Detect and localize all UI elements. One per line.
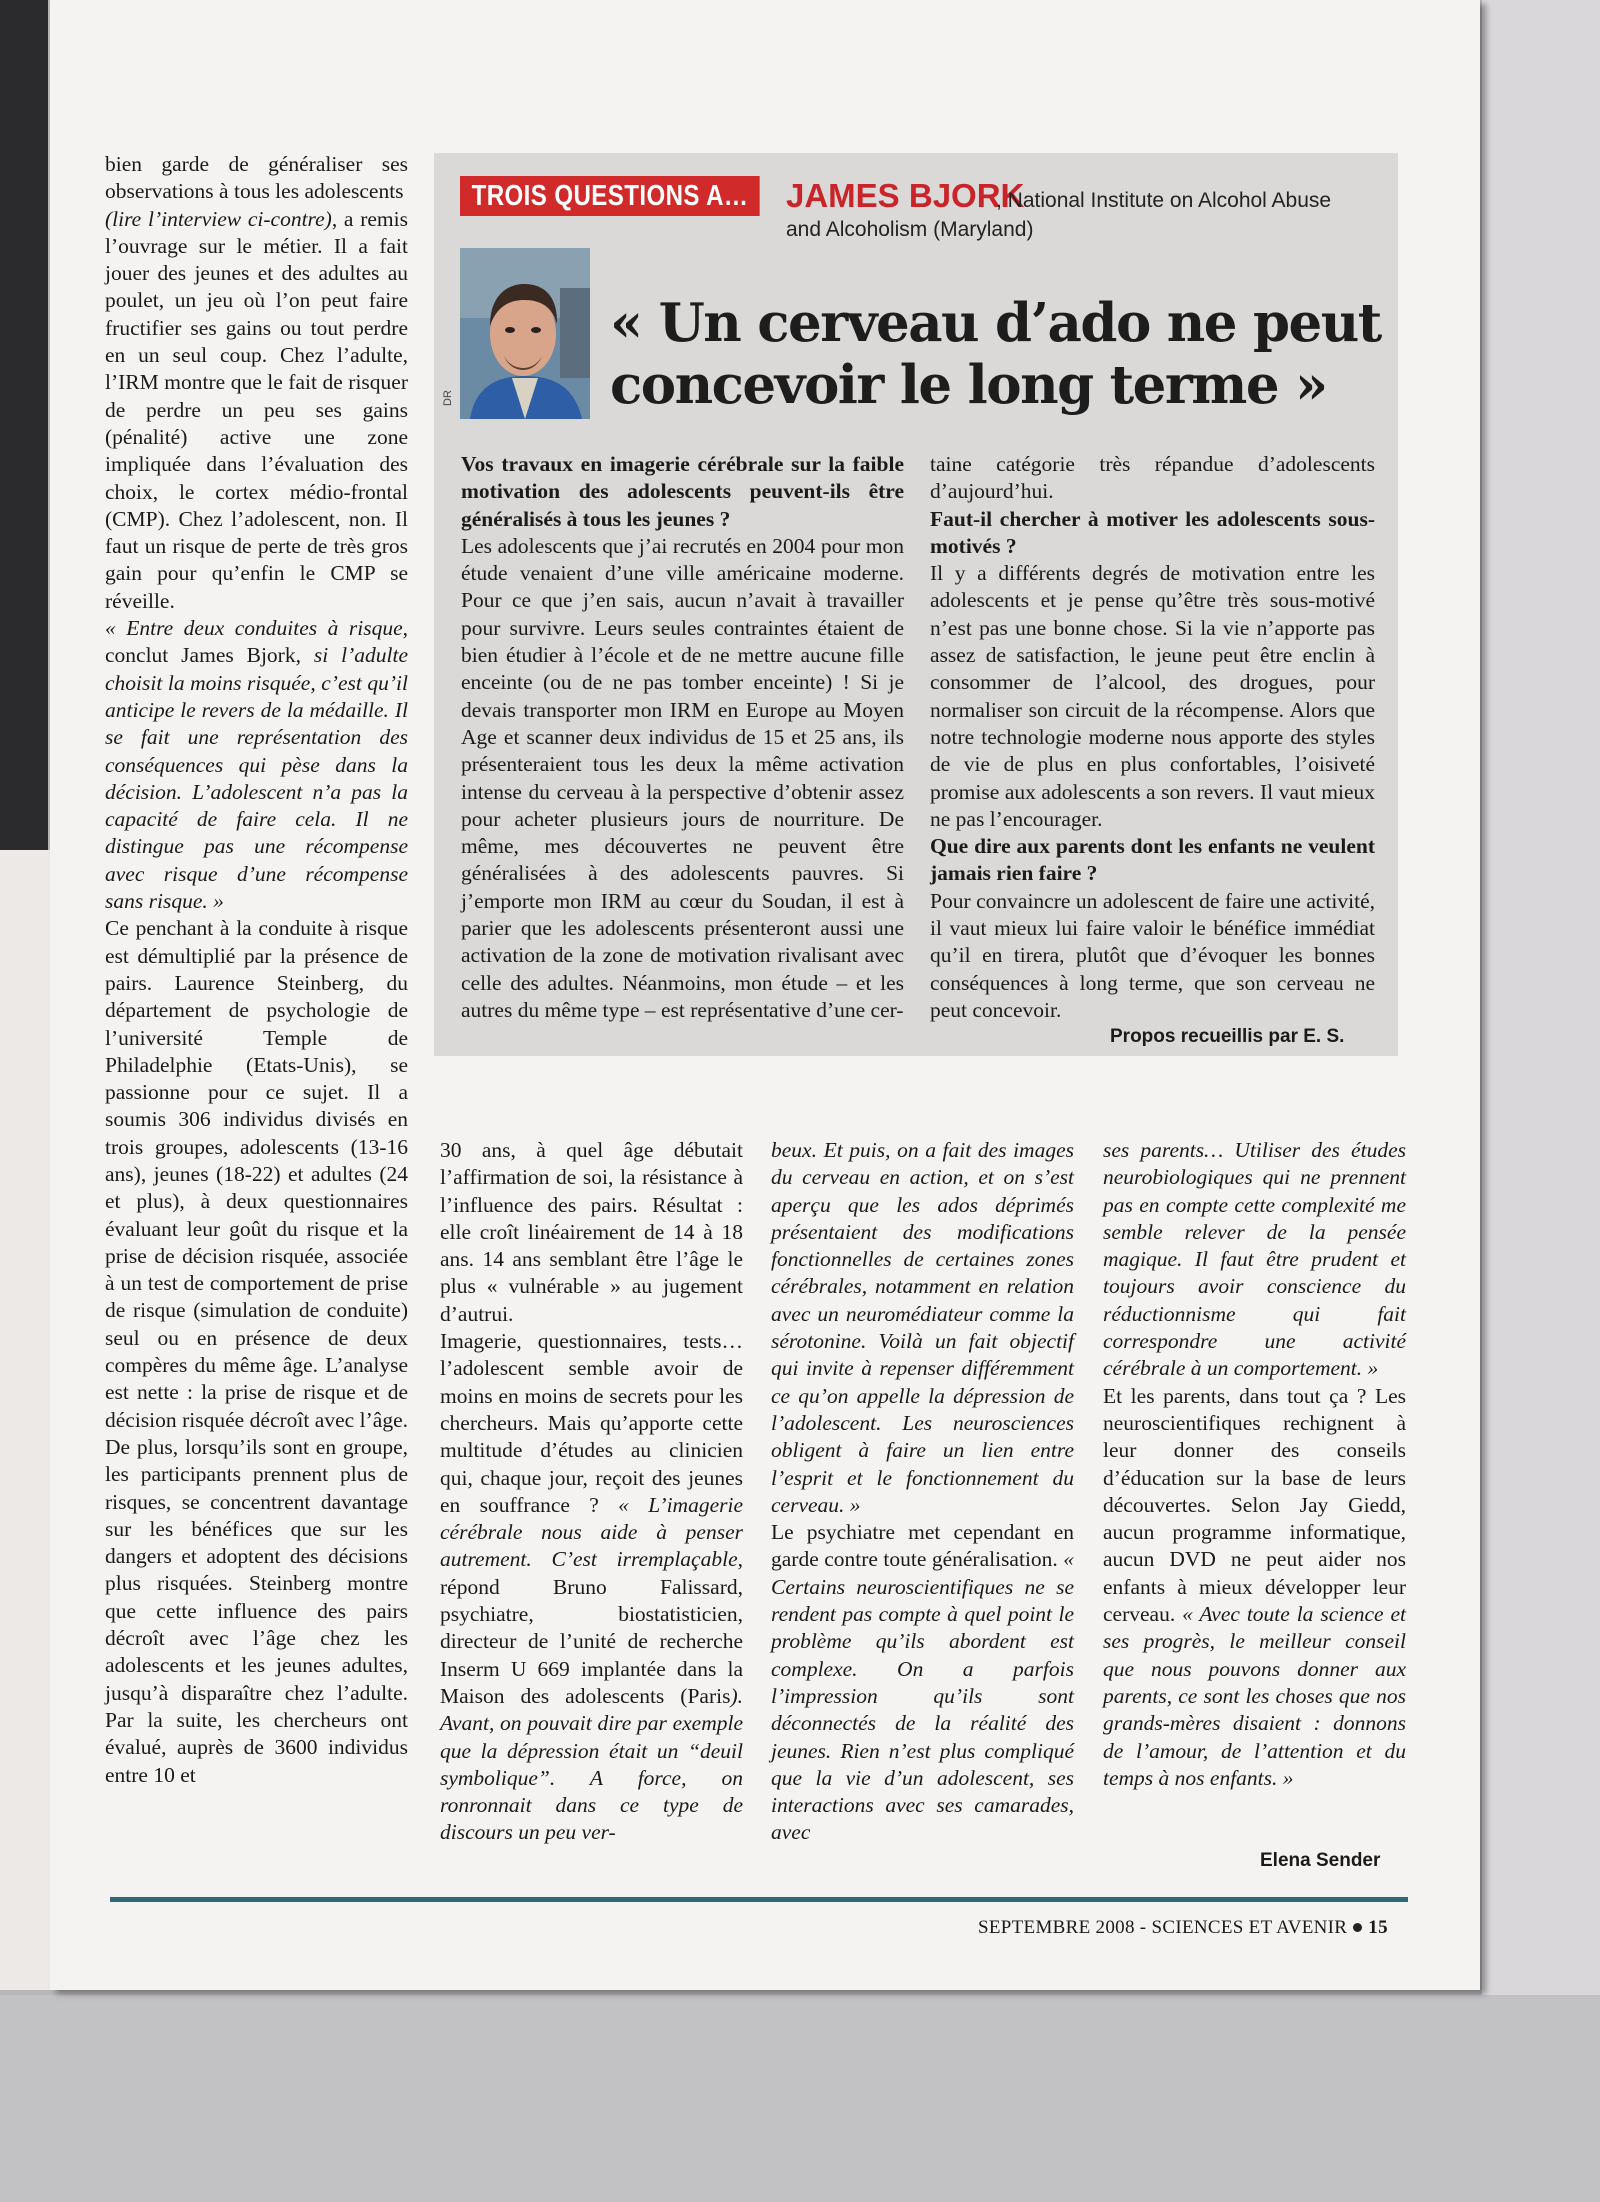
interview-credit: Propos recueillis par E. S. (1110, 1026, 1345, 1047)
paragraph: ses parents… Utiliser des études neurobiologiques qui ne prennent pas en compte cette complexité me semble relever de la pensée magique. Il faut être prudent et toujours avoir conscience du réductionnisme qui fait correspondre une activité cérébrale à un comportement. » (1103, 1138, 1406, 1381)
interviewee-photo (460, 248, 590, 419)
scan-left-dark-edge (0, 0, 48, 870)
interview-column-2 (930, 451, 1375, 1024)
paragraph: Pour convaincre un adolescent de faire une activité, il vaut mieux lui faire valoir le bénéfice immédiat qu’il en tirera, plutôt que d’évoquer les bonnes conséquences à long terme, que son cerveau ne peut concevoir. (930, 888, 1375, 1022)
page-footer (978, 1917, 1388, 1939)
paragraph: Et les parents, dans tout ça ? Les neuroscientifiques rechignent à leur donner des conseils d’éducation sur la base de leurs découvertes. Selon Jay Giedd, aucun programme informatique, aucun DVD ne peut aider nos enfants à mieux développer leur cerveau. « Avec toute la science et ses progrès, le meilleur conseil que nous pouvons donner aux parents, ce sont les choses que nos grands-mères disaient : donnons de l’amour, de l’attention et du temps à nos enfants. » (1103, 1383, 1406, 1790)
paragraph: Le psychiatre met cependant en garde contre toute généralisation. « Certains neuroscientifiques ne se rendent pas compte à quel point le problème qu’ils abordent est complexe. On a parfois l’impression qu’ils sont déconnectés de la réalité des jeunes. Rien n’est plus compliqué que la vie d’un adolescent, ses interactions avec ses camarades, avec (771, 1520, 1074, 1845)
paragraph: bien garde de généraliser ses observations à tous les adolescents (105, 152, 408, 204)
paragraph: 30 ans, à quel âge débutait l’affirmation de soi, la résistance à l’influence des pairs. Résultat : elle croît linéairement de 14 à 18 ans. 14 ans semblant être l’âge le plus « vulnérable » au jugement d’autrui. (440, 1138, 743, 1326)
interview-headline: « Un cerveau d’ado ne peut concevoir le long terme » (610, 292, 1381, 416)
footer-bullet (1353, 1923, 1362, 1932)
paragraph: Il y a différents degrés de motivation entre les adolescents et je pense qu’être très sous-motivé n’est pas une bonne chose. Si la vie n’apporte pas assez de satisfaction, le jeune peut être enclin à consommer de l’alcool, des drogues, pour normaliser son circuit de la récompense. Alors que notre technologie moderne nous apporte des styles de vie de plus en plus confortables, l’oisiveté promise aux adolescents a son revers. Il vaut mieux ne pas l’encourager. (930, 561, 1375, 831)
scan-right-margin (1482, 0, 1600, 1995)
portrait-image (460, 248, 590, 419)
interviewee-affiliation: , National Institute on Alcohol Abuse and Alcoholism (Maryland) (786, 189, 1332, 241)
interview-column-1 (461, 451, 904, 1024)
paragraph: Que dire aux parents dont les enfants ne veulent jamais rien faire ? (930, 834, 1375, 886)
paragraph: Vos travaux en imagerie cérébrale sur la faible motivation des adolescents peuvent-ils être généralisés à tous les jeunes ? (461, 452, 904, 531)
article-column-1 (105, 151, 408, 1789)
footer-rule (110, 1897, 1408, 1902)
article-column-4 (1103, 1137, 1406, 1792)
paragraph: « Entre deux conduites à risque, conclut James Bjork, si l’adulte choisit la moins risquée, c’est qu’il anticipe le revers de la médaille. Il se fait une représentation des conséquences qui pèse dans la décision. L’adolescent n’a pas la capacité de faire cela. Il ne distingue pas une récompense avec risque d’une récompense sans risque. » (105, 616, 408, 914)
paragraph: Ce penchant à la conduite à risque est démultiplié par la présence de pairs. Laurence Steinberg, du département de psychologie de l’université Temple de Philadelphie (Etats-Unis), se passionne pour ce sujet. Il a soumis 306 individus divisés en trois groupes, adolescents (13-16 ans), jeunes (18-22) et adultes (24 et plus), à deux questionnaires évaluant leur goût du risque et la prise de décision risquée, associée à un test de comportement de prise de risque (simulation de conduite) seul ou en présence de deux compères du même âge. L’analyse est nette : la prise de risque et de décision risquée décroît avec l’âge. De plus, lorsqu’ils sont en groupe, les participants prennent plus de risques, se concentrent davantage sur les bénéfices que sur les dangers et adoptent des décisions plus risquées. Steinberg montre que cette influence des pairs décroît avec l’âge chez les adolescents et les jeunes adultes, jusqu’à disparaître chez l’adulte. Par la suite, les chercheurs ont évalué, auprès de 3600 individus entre 10 et (105, 916, 408, 1787)
paragraph: Faut-il chercher à motiver les adolescents sous-motivés ? (930, 506, 1375, 558)
page-number: 15 (1368, 1917, 1388, 1938)
interviewee-name: JAMES BJORK (786, 177, 1025, 214)
paragraph: taine catégorie très répandue d’adolescents d’aujourd’hui. (930, 452, 1375, 504)
paragraph: Imagerie, questionnaires, tests… l’adolescent semble avoir de moins en moins de secrets pour les chercheurs. Mais qu’apporte cette multitude d’études au clinicien qui, chaque jour, reçoit des jeunes en souffrance ? « L’imagerie cérébrale nous aide à penser autrement. C’est irremplaçable, répond Bruno Falissard, psychiatre, biostatisticien, directeur de l’unité de recherche Inserm U 669 implantée dans la Maison des adolescents (Paris). Avant, on pouvait dire par exemple que la dépression était un “deuil symbolique”. A force, on ronronnait dans ce type de discours un peu ver- (440, 1329, 743, 1845)
scan-bottom-margin (0, 1995, 1600, 2202)
article-signature: Elena Sender (1260, 1850, 1381, 1871)
interview-kicker: TROIS QUESTIONS A… (460, 176, 760, 216)
paragraph: Les adolescents que j’ai recrutés en 2004 pour mon étude venaient d’une ville américaine moderne. Pour ce que j’en sais, aucun n’avait à travailler pour survivre. Leurs seules contraintes étaient de bien étudier à l’école et de ne mettre aucune fille enceinte (ou de ne pas tomber enceinte) ! Si je devais transporter mon IRM en Europe au Moyen Age et scanner deux individus de 15 et 25 ans, ils présenteraient tous les deux la même activation intense du cerveau à la perspective d’obtenir assez pour acheter plusieurs jours de nourriture. De même, mes découvertes ne peuvent être généralisées à des adolescents pauvres. Si j’emporte mon IRM au cœur du Soudan, il est à parier que les adolescents présenteront aussi une activation de la zone de motivation rivalisant avec celle des adultes. Néanmoins, mon étude – et les autres du même type – est représentative d’une cer- (461, 533, 904, 1022)
scan-facing-page-strip (0, 850, 50, 1990)
photo-credit: DR (441, 390, 454, 406)
paragraph: beux. Et puis, on a fait des images du cerveau en action, et on s’est aperçu que les ados déprimés présentaient des modifications fonctionnelles de certaines zones cérébrales, notamment en relation avec un neuromédiateur comme la sérotonine. Voilà un fait objectif qui invite à repenser différemment ce qu’on appelle la dépression de l’adolescent. Les neurosciences obligent à faire un lien entre l’esprit et le fonctionnement du cerveau. » (771, 1138, 1074, 1517)
footer-issue: SEPTEMBRE 2008 - SCIENCES ET AVENIR (978, 1917, 1348, 1938)
article-column-2 (440, 1137, 743, 1847)
paragraph: (lire l’interview ci-contre), a remis l’ouvrage sur le métier. Il a fait jouer des jeunes et des adultes au poulet, un jeu où l’on peut faire fructifier ses gains ou tout perdre en un seul coup. Chez l’adulte, l’IRM montre que le fait de risquer de perdre un peu ses gains (pénalité) active une zone impliquée dans l’évaluation des choix, le cortex médio-frontal (CMP). Chez l’adolescent, non. Il faut un risque de perte de très gros gain pour qu’enfin le CMP se réveille. (105, 206, 408, 613)
article-column-3 (771, 1137, 1074, 1847)
